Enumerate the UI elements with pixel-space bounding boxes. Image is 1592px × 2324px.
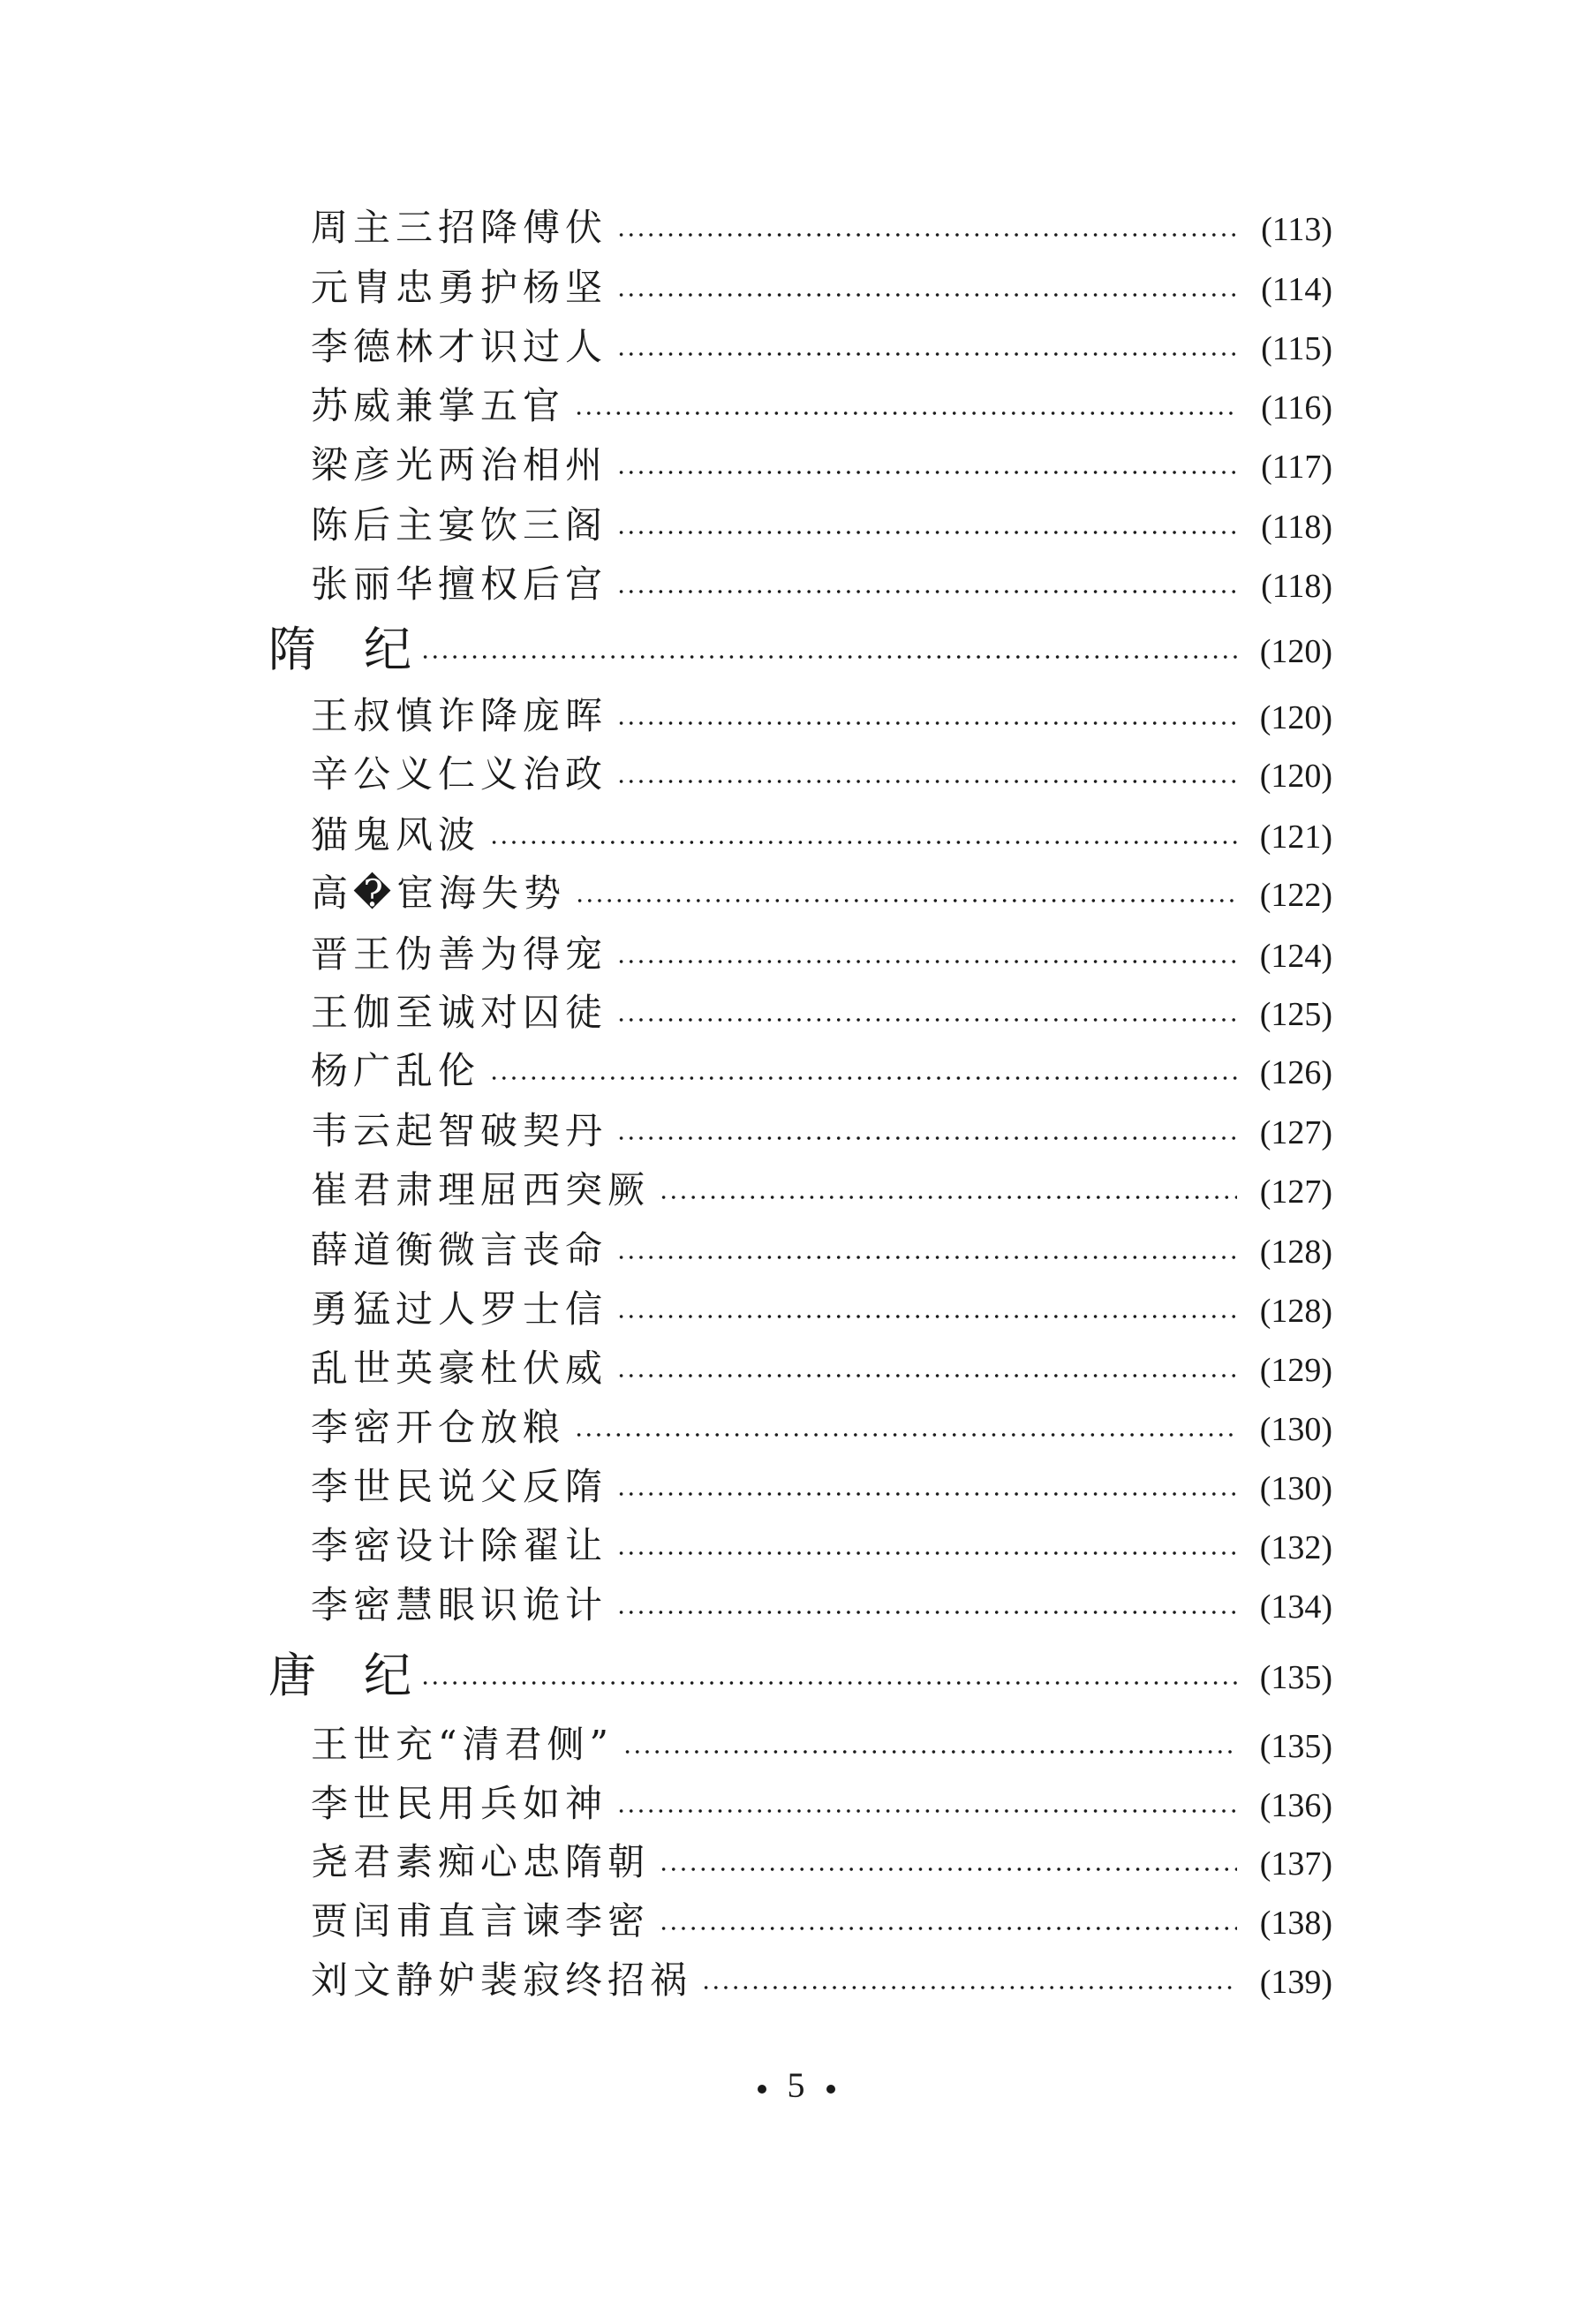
toc-title: 杨广乱伦 — [311, 1049, 481, 1092]
toc-title: 王伽至诚对囚徒 — [311, 991, 608, 1034]
dot-leader — [616, 499, 1238, 552]
toc-section-heading — [0, 1649, 1592, 1702]
toc-entry — [0, 558, 1592, 611]
toc-page-number: (136) — [1259, 1787, 1332, 1824]
dot-leader — [616, 690, 1237, 743]
toc-title: 韦云起智破契丹 — [311, 1109, 608, 1152]
dot-leader — [616, 1777, 1237, 1830]
toc-title: 陈后主宴饮三阁 — [311, 503, 608, 547]
dot-leader — [616, 986, 1237, 1039]
toc-title: 李世民说父反隋 — [311, 1465, 608, 1508]
toc-page-number: (126) — [1259, 1054, 1332, 1091]
toc-title: 辛公义仁义治政 — [311, 752, 608, 796]
dot-leader — [616, 1520, 1237, 1573]
dot-leader — [616, 928, 1237, 981]
dot-leader — [659, 1836, 1237, 1889]
toc-section-heading — [0, 623, 1592, 676]
toc-entry — [0, 499, 1592, 552]
toc-page-number: (137) — [1259, 1845, 1332, 1883]
toc-title: 张丽华擅权后宫 — [311, 562, 608, 606]
page-footer — [0, 2064, 1592, 2106]
toc-entry — [0, 1718, 1592, 1771]
toc-page-number: (124) — [1259, 938, 1332, 975]
dot-leader — [575, 867, 1237, 920]
dot-leader — [659, 1164, 1237, 1217]
dot-leader — [616, 1105, 1237, 1158]
toc-entry — [0, 986, 1592, 1039]
dot-leader — [420, 623, 1237, 676]
toc-entry — [0, 1164, 1592, 1217]
toc-page-number: (135) — [1259, 1728, 1332, 1765]
toc-entry — [0, 867, 1592, 920]
toc-entry — [0, 321, 1592, 374]
toc-entry — [0, 1105, 1592, 1158]
toc-page-number: (135) — [1259, 1659, 1332, 1696]
toc-title: 尧君素痴心忠隋朝 — [311, 1840, 651, 1883]
dot-leader — [616, 201, 1238, 254]
toc-page-number: (127) — [1259, 1114, 1332, 1151]
toc-title: 李世民用兵如神 — [311, 1782, 608, 1825]
bullet-dot — [758, 2085, 766, 2094]
toc-title: 猫鬼风波 — [311, 813, 481, 856]
toc-page-number: (113) — [1261, 211, 1332, 248]
toc-title: 隋 纪 — [268, 622, 411, 677]
dot-leader — [616, 558, 1238, 611]
dot-leader — [489, 809, 1237, 862]
toc-title: 李德林才识过人 — [311, 325, 608, 368]
toc-entry — [0, 261, 1592, 314]
toc-page-number: (116) — [1261, 389, 1332, 426]
dot-leader — [616, 1224, 1237, 1277]
toc-page-number: (117) — [1261, 449, 1332, 486]
toc-page-number: (120) — [1259, 699, 1332, 736]
toc-page-number: (138) — [1259, 1905, 1332, 1942]
toc-entry — [0, 201, 1592, 254]
toc-page-number: (129) — [1259, 1352, 1332, 1389]
toc-title: 李密设计除翟让 — [311, 1524, 608, 1567]
toc-entry — [0, 928, 1592, 981]
toc-page-number: (127) — [1259, 1173, 1332, 1211]
toc-entry — [0, 1895, 1592, 1948]
toc-page-number: (130) — [1259, 1411, 1332, 1448]
toc-title: 王叔慎诈降庞晖 — [311, 694, 608, 737]
toc-page-number: (132) — [1259, 1529, 1332, 1566]
dot-leader — [420, 1649, 1237, 1702]
toc-title: 薛道衡微言丧命 — [311, 1228, 608, 1271]
toc-title: 乱世英豪杜伏威 — [311, 1347, 608, 1390]
toc-page-number: (125) — [1259, 996, 1332, 1033]
toc-entry — [0, 1520, 1592, 1573]
toc-title: 周主三招降傅伏 — [311, 206, 608, 249]
toc-entry — [0, 1777, 1592, 1830]
toc-page-number: (130) — [1259, 1470, 1332, 1507]
toc-page-number: (120) — [1259, 758, 1332, 795]
toc-page-number: (134) — [1259, 1588, 1332, 1626]
toc-entry — [0, 1954, 1592, 2007]
toc-page-number: (121) — [1259, 819, 1332, 856]
dot-leader — [489, 1045, 1237, 1098]
toc-title: 元胄忠勇护杨坚 — [311, 266, 608, 309]
toc-title: 贾闰甫直言谏李密 — [311, 1899, 651, 1943]
toc-page-number: (128) — [1259, 1234, 1332, 1271]
dot-leader — [701, 1954, 1237, 2007]
dot-leader — [616, 1579, 1237, 1632]
toc-entry — [0, 690, 1592, 743]
toc-page-number: (139) — [1259, 1964, 1332, 2001]
page-number: 5 — [787, 2065, 805, 2105]
toc-title: 王世充“清君侧” — [311, 1723, 614, 1766]
dot-leader — [574, 1401, 1237, 1454]
dot-leader — [659, 1895, 1237, 1948]
toc-title: 晋王伪善为得宠 — [311, 932, 608, 976]
toc-entry — [0, 1460, 1592, 1513]
toc-title: 苏威兼掌五官 — [311, 384, 566, 427]
dot-leader — [622, 1718, 1237, 1771]
toc-title: 李密开仓放粮 — [311, 1406, 566, 1449]
toc-entry — [0, 1045, 1592, 1098]
toc-entry — [0, 809, 1592, 862]
toc-title: 唐 纪 — [268, 1648, 411, 1703]
toc-entry — [0, 1283, 1592, 1336]
dot-leader — [616, 1460, 1237, 1513]
toc-title: 李密慧眼识诡计 — [311, 1583, 608, 1626]
bullet-dot — [826, 2085, 835, 2094]
dot-leader — [616, 261, 1238, 314]
toc-entry — [0, 1342, 1592, 1395]
toc-page-number: (114) — [1261, 271, 1332, 308]
toc-entry — [0, 1401, 1592, 1454]
toc-page-number: (115) — [1261, 330, 1332, 367]
toc-page-number: (120) — [1259, 633, 1332, 670]
dot-leader — [616, 1283, 1237, 1336]
toc-entry — [0, 439, 1592, 492]
dot-leader — [574, 380, 1238, 433]
toc-page-number: (122) — [1259, 877, 1332, 914]
dot-leader — [616, 748, 1237, 801]
dot-leader — [616, 321, 1238, 374]
toc-title: 勇猛过人罗士信 — [311, 1287, 608, 1331]
toc-page-number: (128) — [1259, 1293, 1332, 1330]
toc-title: 刘文静妒裴寂终招祸 — [311, 1958, 693, 2002]
dot-leader — [616, 1342, 1237, 1395]
toc-page-number: (118) — [1261, 509, 1332, 546]
toc-title: 崔君肃理屈西突厥 — [311, 1168, 651, 1211]
toc-entry — [0, 1836, 1592, 1889]
toc-entry — [0, 748, 1592, 801]
dot-leader — [616, 439, 1238, 492]
toc-title: 高�宦海失势 — [311, 872, 567, 915]
toc-entry — [0, 1224, 1592, 1277]
toc-entry — [0, 380, 1592, 433]
toc-title: 梁彦光两治相州 — [311, 443, 608, 487]
toc-entry — [0, 1579, 1592, 1632]
toc-page-number: (118) — [1261, 568, 1332, 605]
